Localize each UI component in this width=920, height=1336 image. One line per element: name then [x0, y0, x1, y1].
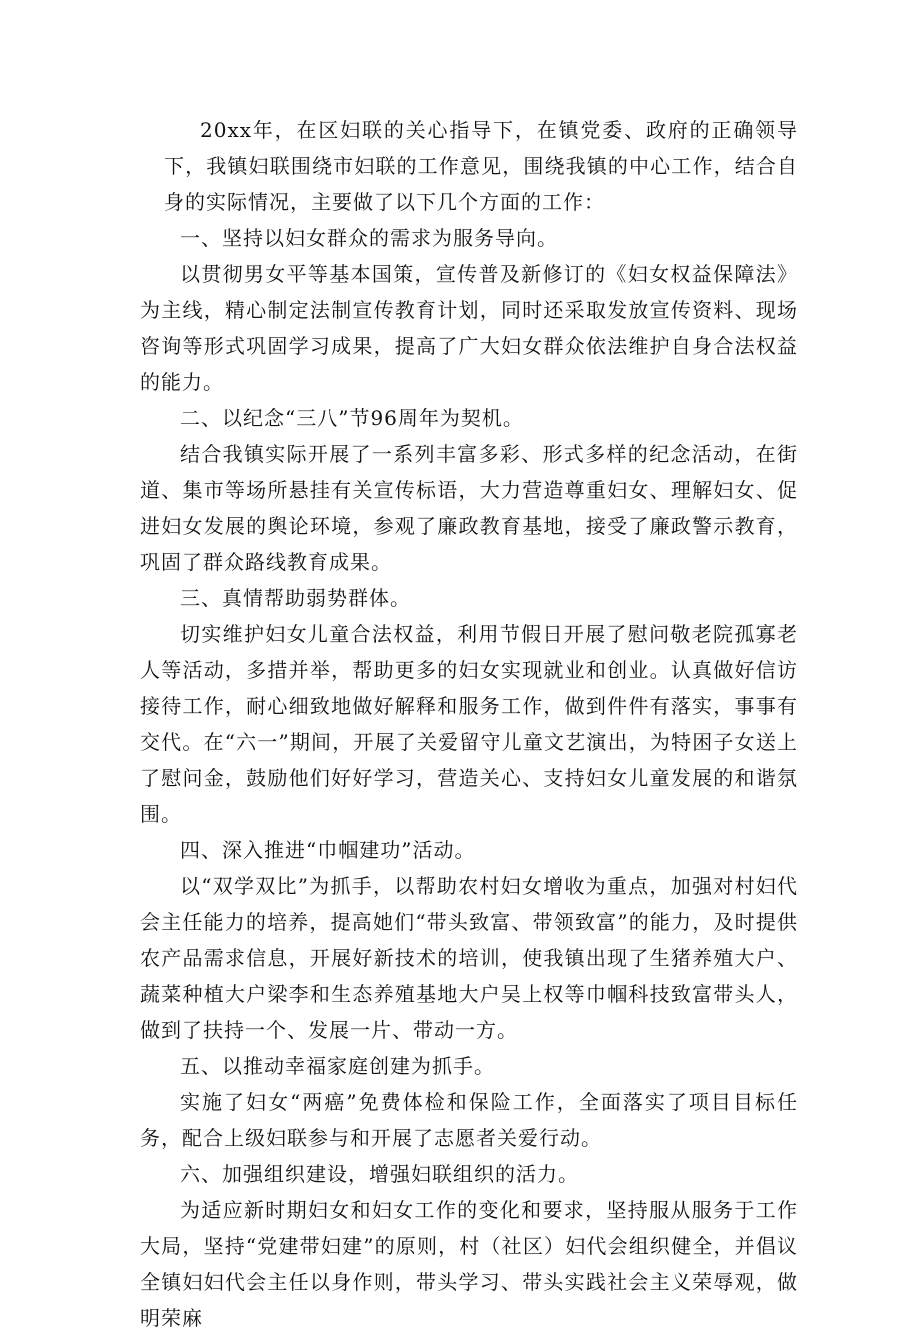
section-heading-1: 一、坚持以妇女群众的需求为服务导向。: [180, 226, 558, 250]
intro-paragraph: 20xx年，在区妇联的关心指导下，在镇党委、政府的正确领导下，我镇妇联围绕市妇联的工作意见，围绕我镇的中心工作，结合自身的实际情况，主要做了以下几个方面的工作：: [164, 118, 798, 214]
document-body: [140, 112, 798, 1336]
section-body-4: 以“双学双比”为抓手，以帮助农村妇女增收为重点，加强对村妇代会主任能力的培养，提高她们“带头致富、带领致富”的能力，及时提供农产品需求信息，开展好新技术的培训，使我镇出现了生猪养殖大户、蔬菜种植大户梁李和生态养殖基地大户吴上权等巾帼科技致富带头人，做到了扶持一个、发展一片、带动一方。: [140, 874, 798, 1042]
section-heading-2: 二、以纪念“三八”节96周年为契机。: [180, 406, 524, 430]
section-body-1: 以贯彻男女平等基本国策，宣传普及新修订的《妇女权益保障法》为主线，精心制定法制宣传教育计划，同时还采取发放宣传资料、现场咨询等形式巩固学习成果，提高了广大妇女群众依法维护自身合法权益的能力。: [140, 262, 798, 394]
section-heading-6: 六、加强组织建设，增强妇联组织的活力。: [180, 1162, 579, 1186]
section-heading-5: 五、以推动幸福家庭创建为抓手。: [180, 1054, 495, 1078]
section-heading-3: 三、真情帮助弱势群体。: [180, 586, 411, 610]
section-heading-4: 四、深入推进“巾帼建功”活动。: [180, 838, 476, 862]
section-body-3: 切实维护妇女儿童合法权益，利用节假日开展了慰问敬老院孤寡老人等活动，多措并举，帮助更多的妇女实现就业和创业。认真做好信访接待工作，耐心细致地做好解释和服务工作，做到件件有落实，事事有交代。在“六一”期间，开展了关爱留守儿童文艺演出，为特困子女送上了慰问金，鼓励他们好好学习，营造关心、支持妇女儿童发展的和谐氛围。: [140, 622, 798, 826]
section-body-5: 实施了妇女“两癌”免费体检和保险工作，全面落实了项目目标任务，配合上级妇联参与和开展了志愿者关爱行动。: [140, 1090, 798, 1150]
section-body-2: 结合我镇实际开展了一系列丰富多彩、形式多样的纪念活动，在街道、集市等场所悬挂有关宣传标语，大力营造尊重妇女、理解妇女、促进妇女发展的舆论环境，参观了廉政教育基地，接受了廉政警示教育，巩固了群众路线教育成果。: [140, 442, 798, 574]
section-body-6: 为适应新时期妇女和妇女工作的变化和要求，坚持服从服务于工作大局，坚持“党建带妇建”的原则，村（社区）妇代会组织健全，并倡议全镇妇妇代会主任以身作则，带头学习、带头实践社会主义荣辱观，做明荣麻: [140, 1198, 798, 1330]
